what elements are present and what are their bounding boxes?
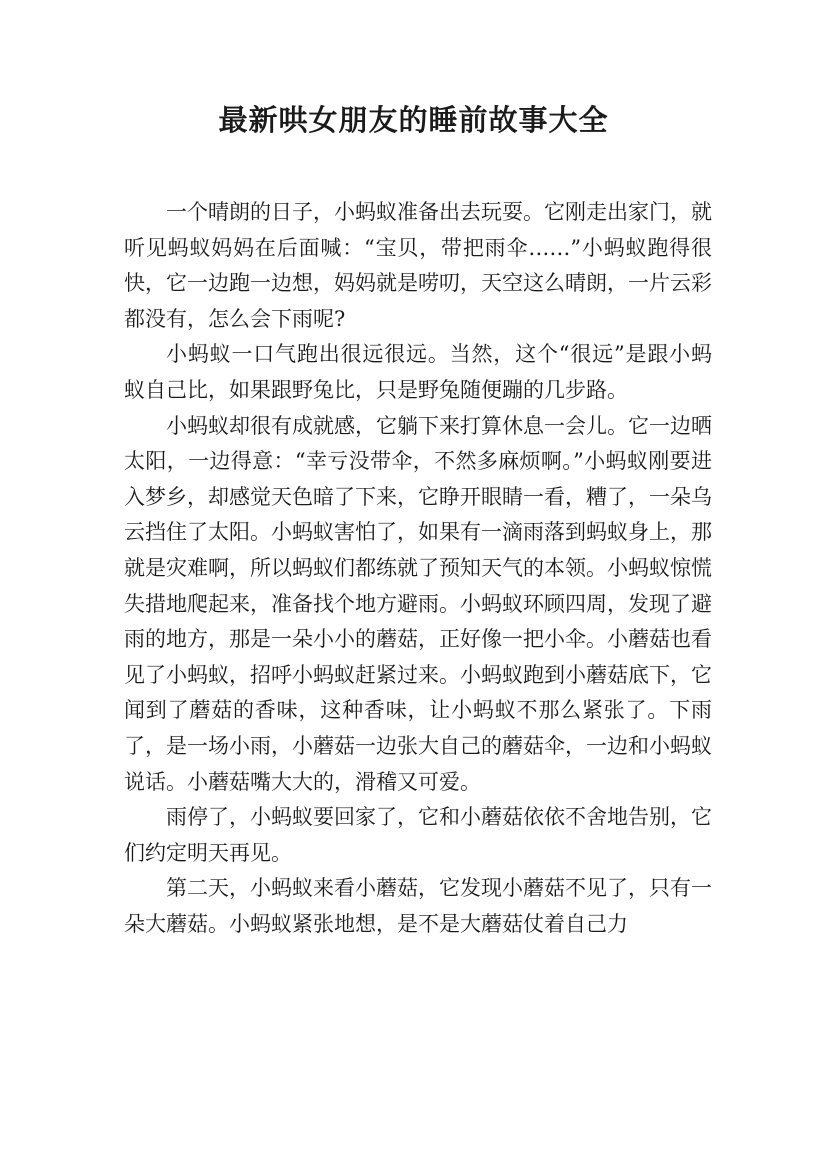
paragraph: 一个晴朗的日子，小蚂蚁准备出去玩耍。它刚走出家门，就听见蚂蚁妈妈在后面喊：“宝贝，带把雨伞……”小蚂蚁跑得很快，它一边跑一边想，妈妈就是唠叨，天空这么晴朗，一片云彩都没有，怎么会下雨呢? [124,200,712,331]
paragraph: 小蚂蚁一口气跑出很远很远。当然，这个“很远”是跟小蚂蚁自己比，如果跟野兔比，只是野兔随便蹦的几步路。 [124,342,712,402]
paragraph: 雨停了，小蚂蚁要回家了，它和小蘑菇依依不舍地告别，它们约定明天再见。 [124,805,712,865]
paragraph: 小蚂蚁却很有成就感，它躺下来打算休息一会儿。它一边晒太阳，一边得意：“幸亏没带伞，不然多麻烦啊。”小蚂蚁刚要进入梦乡，却感觉天色暗了下来，它睁开眼睛一看，糟了，一朵乌云挡住了太阳。小蚂蚁害怕了，如果有一滴雨落到蚂蚁身上，那就是灾难啊，所以蚂蚁们都练就了预知天气的本领。小蚂蚁惊慌失措地爬起来，准备找个地方避雨。小蚂蚁环顾四周，发现了避雨的地方，那是一朵小小的蘑菇，正好像一把小伞。小蘑菇也看见了小蚂蚁，招呼小蚂蚁赶紧过来。小蚂蚁跑到小蘑菇底下，它闻到了蘑菇的香味，这种香味，让小蚂蚁不那么紧张了。下雨了，是一场小雨，小蘑菇一边张大自己的蘑菇伞，一边和小蚂蚁说话。小蘑菇嘴大大的，滑稽又可爱。 [124,413,712,794]
document-body [124,195,712,942]
document-title: 最新哄女朋友的睡前故事大全 [218,103,609,137]
paragraph: 第二天，小蚂蚁来看小蘑菇，它发现小蘑菇不见了，只有一朵大蘑菇。小蚂蚁紧张地想，是不是大蘑菇仗着自己力 [124,876,712,936]
